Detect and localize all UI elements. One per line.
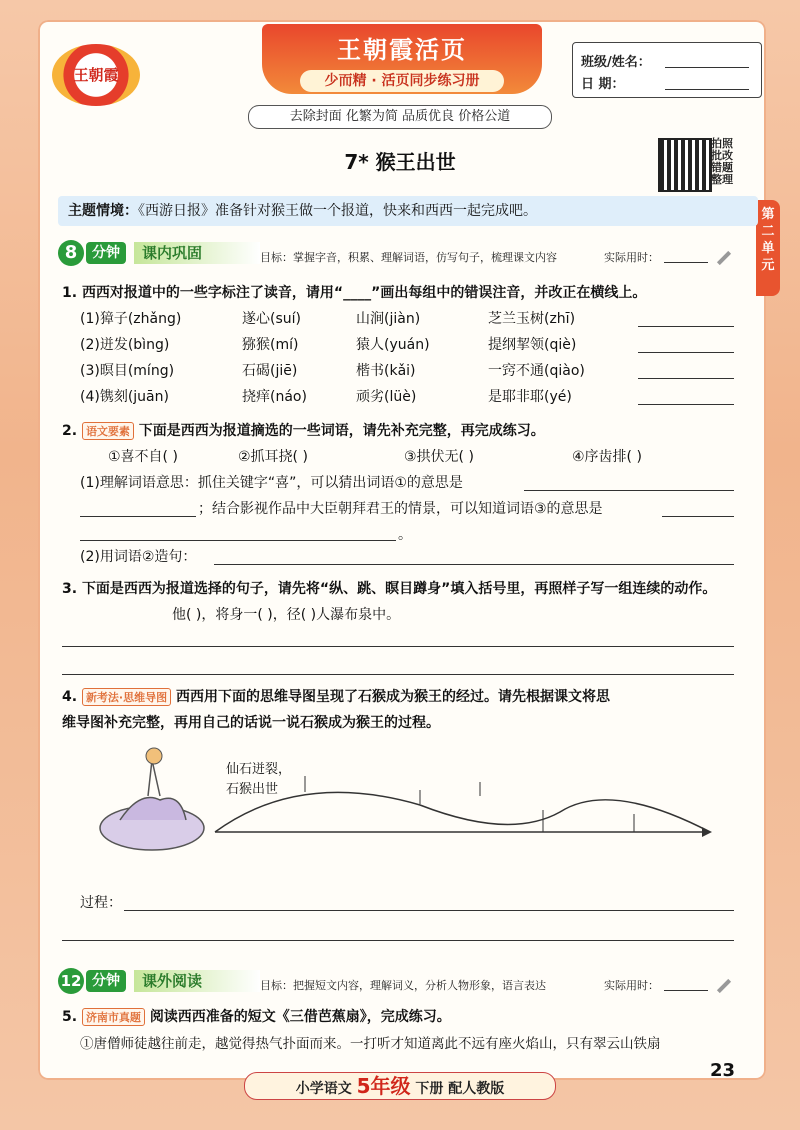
q3-text: 下面是西西为报道选择的句子，请先将“纵、跳、瞑目蹲身”填入括号里，再照样子写一组连续的动作。 — [81, 581, 717, 597]
q4-prompt-2: 维导图补充完整，再用自己的话说一说石猴成为猴王的过程。 — [62, 715, 440, 731]
section1-name: 课内巩固 — [134, 242, 260, 264]
q2-part1-text-c: 。 — [398, 527, 412, 543]
q4-tag: 新考法·思维导图 — [82, 688, 171, 706]
q2-word-2: ②抓耳挠( ) — [238, 449, 308, 465]
q1-answer-line[interactable] — [638, 378, 734, 379]
q2-word-1: ①喜不自( ) — [108, 449, 178, 465]
q2-word-3: ③拱伏无( ) — [404, 449, 474, 465]
q2-answer-line-4[interactable] — [80, 540, 396, 541]
q2-word-4: ④序齿排( ) — [572, 449, 642, 465]
q2-part2-text: (2)用词语②造句： — [80, 549, 197, 565]
student-info-box — [572, 42, 762, 98]
q1-item: 猿人(yuán) — [356, 337, 430, 353]
q1-item: 猕猴(mí) — [242, 337, 299, 353]
q4-number: 4. — [62, 689, 78, 705]
q2-part1-text-a: (1)理解词语意思：抓住关键字“喜”，可以猜出词语①的意思是 — [80, 475, 463, 491]
q2-answer-line-1[interactable] — [524, 490, 734, 491]
section2-time-field[interactable] — [664, 990, 708, 991]
class-name-label: 班级/姓名： — [581, 55, 651, 70]
q3-prompt — [62, 578, 716, 598]
mind-map-start-label-2: 石猴出世 — [226, 782, 279, 797]
scene-label: 主题情境： — [68, 203, 138, 219]
section1-time-field[interactable] — [664, 262, 708, 263]
q1-text: 西西对报道中的一些字标注了读音，请用“____”画出每组中的错误注音，并改正在横线上。 — [81, 285, 647, 301]
q1-number: 1. — [62, 285, 78, 301]
q2-part1-text-b: ；结合影视作品中大臣朝拜君王的情景，可以知道词语③的意思是 — [198, 501, 603, 517]
footer-edition-label: 配人教版 — [448, 1081, 505, 1097]
q1-item: 提纲挈领(qiè) — [488, 337, 577, 353]
section1-goal: 目标：掌握字音，积累、理解词语，仿写句子，梳理课文内容 — [260, 251, 557, 264]
q5-tag: 济南市真题 — [82, 1008, 145, 1026]
arrow-icon — [702, 827, 712, 837]
q1-item: 楷书(kǎi) — [356, 363, 416, 379]
q2-answer-line-3[interactable] — [662, 516, 734, 517]
lesson-title: 7* 猴王出世 — [344, 150, 456, 174]
q4-answer-line-2[interactable] — [62, 940, 734, 941]
section2-actual-time: 实际用时： — [604, 979, 659, 992]
q2-sentence-line[interactable] — [214, 564, 734, 565]
mind-map-curve — [215, 792, 710, 832]
footer-grade: 5年级 — [356, 1074, 411, 1098]
footer-term: 下册 — [415, 1081, 444, 1097]
q1-item: 一窍不通(qiào) — [488, 363, 585, 379]
q3-answer-line-2[interactable] — [62, 674, 734, 675]
mind-map — [90, 740, 720, 860]
footer-edition — [244, 1072, 556, 1100]
q1-item: 芝兰玉树(zhī) — [488, 311, 576, 327]
slogan: 去除封面 化繁为简 品质优良 价格公道 — [248, 105, 552, 129]
q4-answer-line-1[interactable] — [124, 910, 734, 911]
q1-answer-line[interactable] — [638, 326, 734, 327]
q2-prompt — [62, 420, 545, 440]
q3-answer-line-1[interactable] — [62, 646, 734, 647]
q1-item: 是耶非耶(yé) — [488, 389, 572, 405]
qr-code-icon[interactable] — [658, 138, 712, 192]
q2-tag: 语文要素 — [82, 422, 134, 440]
q5-number: 5. — [62, 1009, 78, 1025]
q1-item: 石碣(jiē) — [242, 363, 298, 379]
q1-item: (3)暝目(míng) — [80, 363, 175, 379]
q2-answer-line-2[interactable] — [80, 516, 196, 517]
footer-subject: 小学语文 — [295, 1081, 352, 1097]
mind-map-start-label-1: 仙石迸裂， — [226, 762, 292, 777]
brand-subtitle: 少而精 · 活页同步练习册 — [300, 70, 504, 92]
section1-actual-time: 实际用时： — [604, 251, 659, 264]
q3-number: 3. — [62, 581, 78, 597]
section2-minutes-number: 12 — [58, 968, 84, 994]
q1-item: 遂心(suí) — [242, 311, 301, 327]
q1-item: 顽劣(lüè) — [356, 389, 417, 405]
q4-process-label: 过程： — [80, 895, 122, 911]
page-number: 23 — [710, 1060, 736, 1081]
q5-prompt — [62, 1006, 451, 1026]
section1-minutes-label: 分钟 — [86, 242, 126, 264]
q3-sentence: 他( )，将身一( )，径( )人瀑布泉中。 — [172, 607, 401, 623]
qr-label: 拍照批改错题整理 — [711, 137, 733, 186]
q2-number: 2. — [62, 423, 78, 439]
date-field[interactable] — [665, 89, 749, 90]
q2-text: 下面是西西为报道摘选的一些词语，请先补充完整，再完成练习。 — [138, 423, 545, 439]
q1-item: (1)獐子(zhǎng) — [80, 311, 182, 327]
theme-scene — [58, 196, 758, 226]
q1-item: (4)镌刻(juān) — [80, 389, 169, 405]
q1-item: 挠痒(náo) — [242, 389, 307, 405]
q1-answer-line[interactable] — [638, 404, 734, 405]
scene-text: 《西游日报》准备针对猴王做一个报道，快来和西西一起完成吧。 — [138, 203, 537, 219]
section2-name: 课外阅读 — [134, 970, 260, 992]
q1-answer-line[interactable] — [638, 352, 734, 353]
class-name-field[interactable] — [665, 67, 749, 68]
section2-goal: 目标：把握短文内容，理解词义，分析人物形象，语言表达 — [260, 979, 546, 992]
stone-monkey-illustration — [100, 748, 204, 850]
q4-prompt-1 — [62, 686, 610, 706]
q1-item: 山涧(jiàn) — [356, 311, 421, 327]
q1-item: (2)迸发(bìng) — [80, 337, 170, 353]
q1-prompt — [62, 282, 646, 302]
section2-minutes-label: 分钟 — [86, 970, 126, 992]
date-label: 日 期： — [581, 77, 625, 92]
section1-minutes-number: 8 — [58, 240, 84, 266]
q4-text-1: 西西用下面的思维导图呈现了石猴成为猴王的经过。请先根据课文将思 — [176, 689, 610, 705]
q5-paragraph: ①唐僧师徒越往前走，越觉得热气扑面而来。一打听才知道离此不远有座火焰山，只有翠云山铁扇 — [80, 1036, 661, 1052]
brand-title: 王朝霞活页 — [337, 36, 467, 64]
unit-tab: 第二单元 — [756, 200, 780, 296]
q5-text: 阅读西西准备的短文《三借芭蕉扇》，完成练习。 — [149, 1009, 451, 1025]
logo-text: 王朝霞 — [73, 66, 119, 84]
